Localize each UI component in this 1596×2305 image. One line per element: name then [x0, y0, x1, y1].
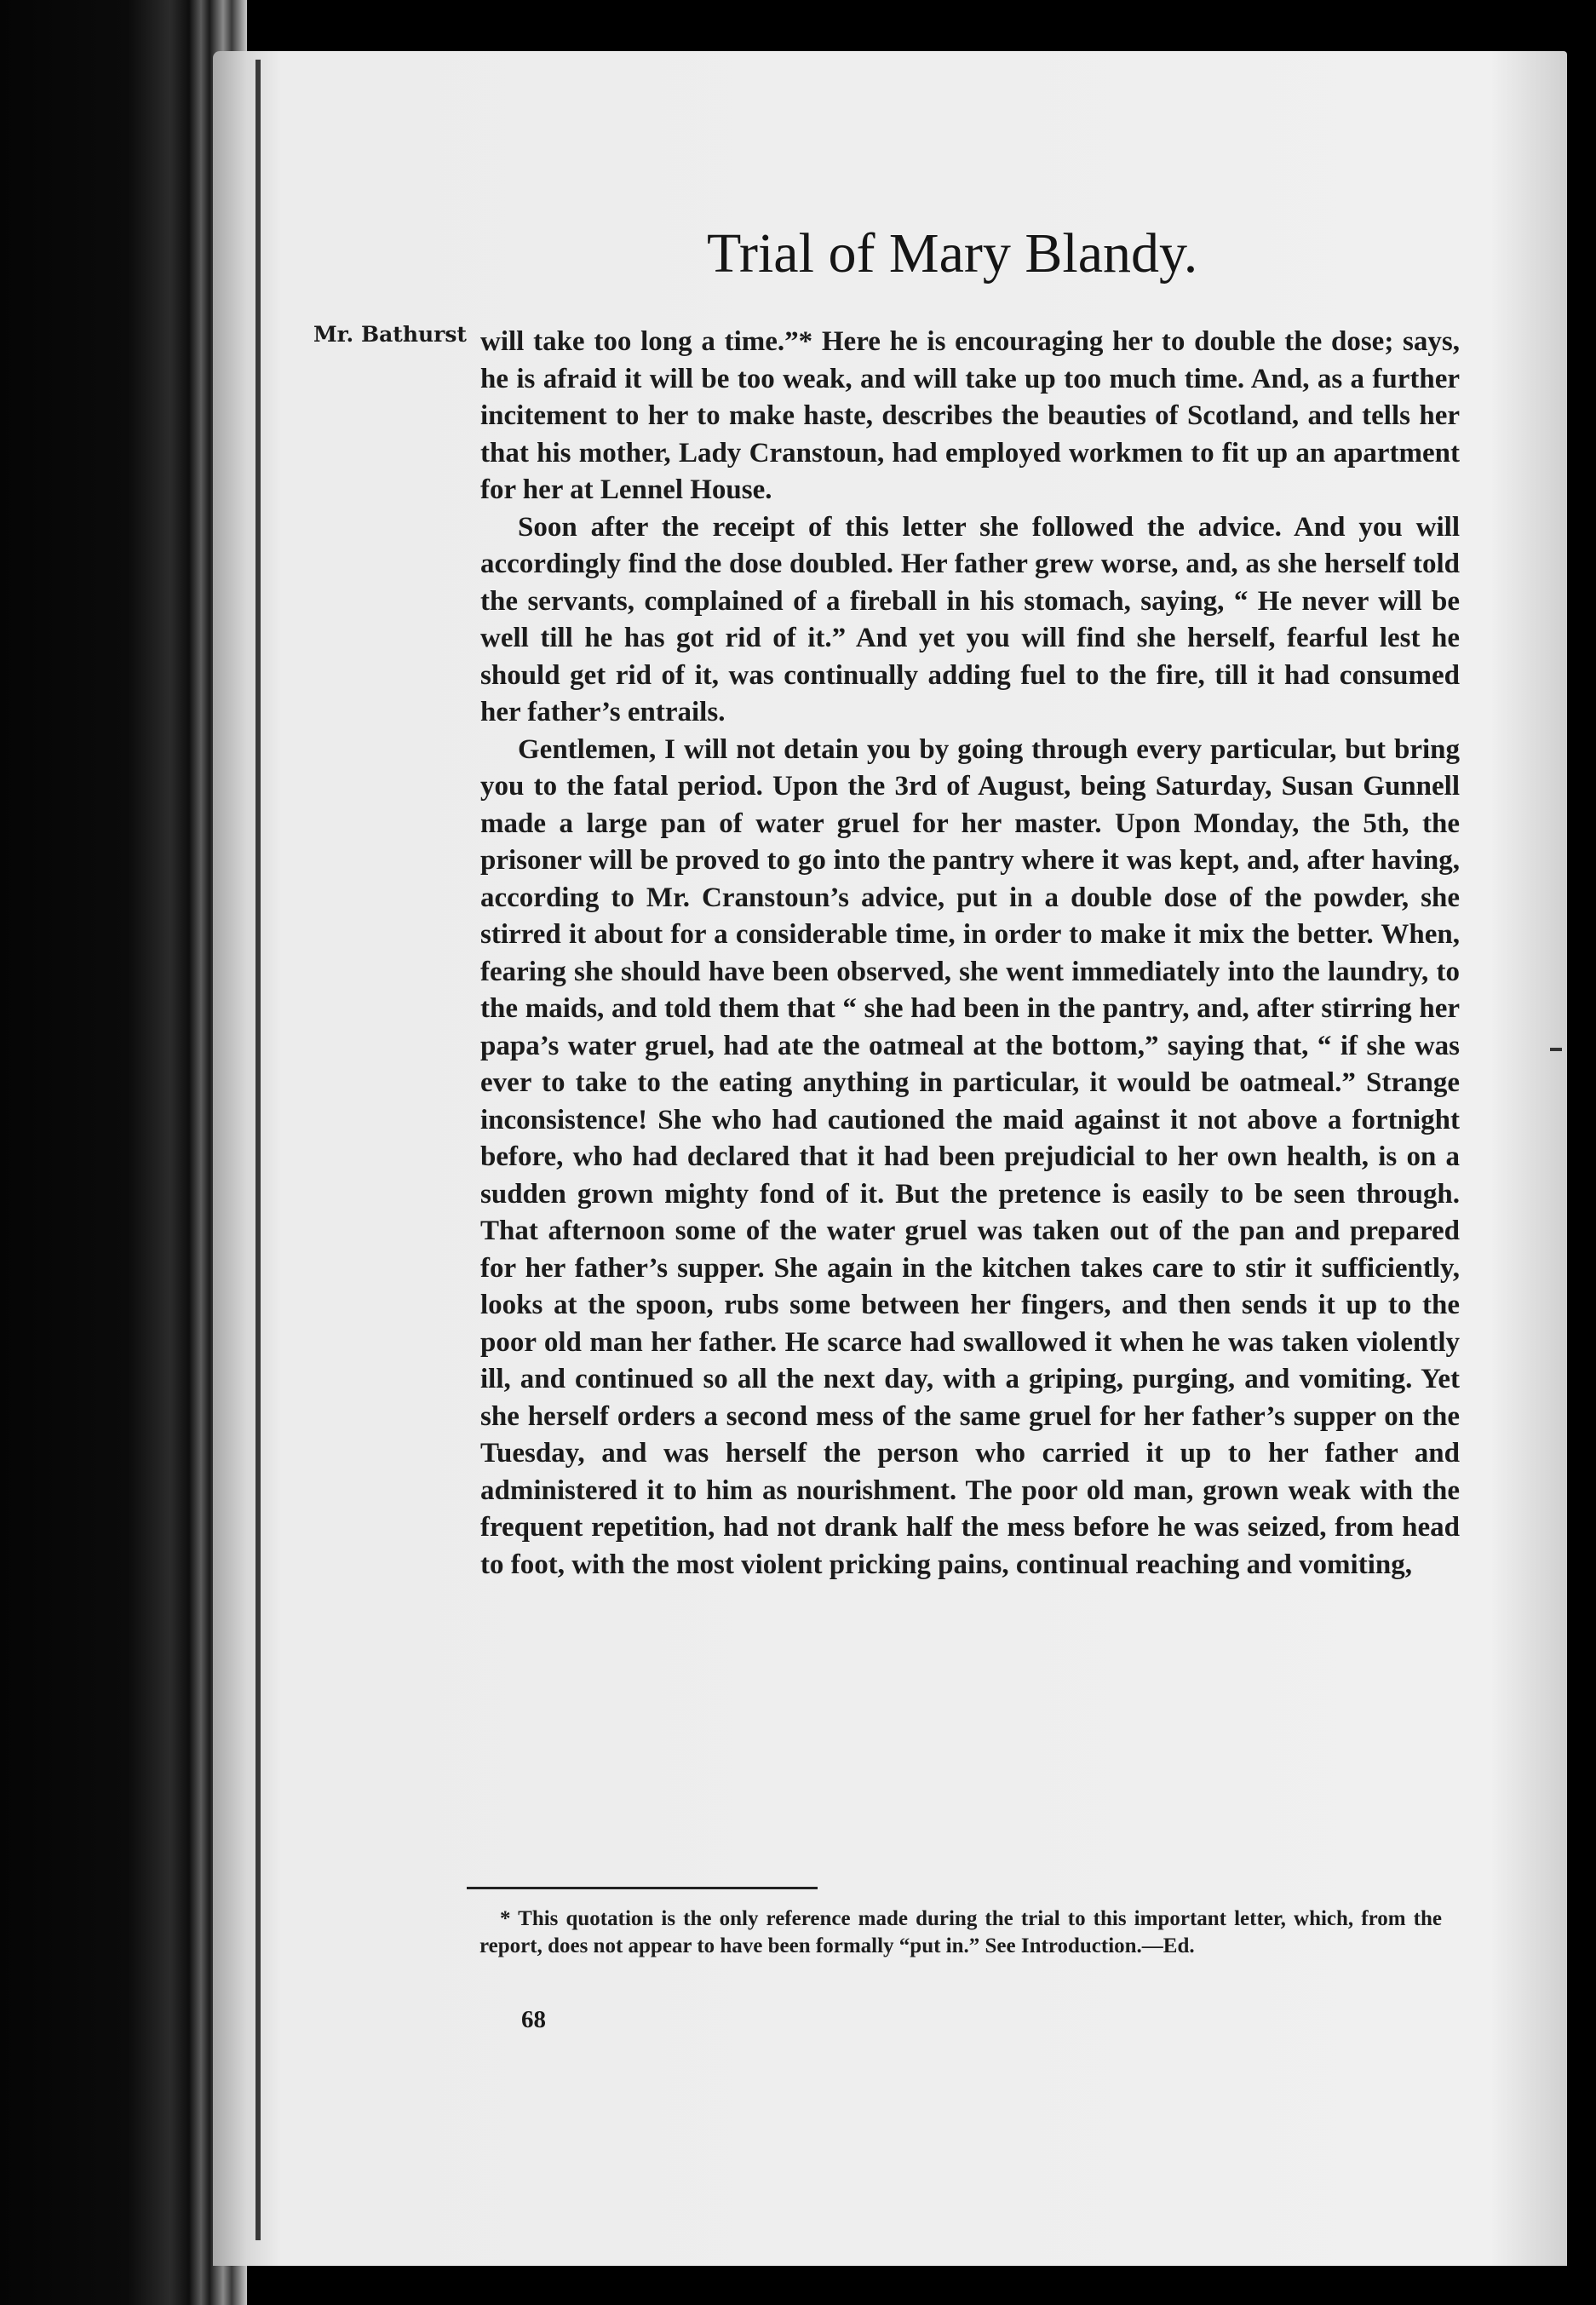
paragraph: Soon after the receipt of this letter she followed the advice. And you will accordingly find the dose doubled. Her father grew worse, and, as she herself told the servants, complained of a fireball in his stomach, saying, “ He never will be well till he has got rid of it.” And yet you will find she herself, fearful lest he should get rid of it, was continually adding fuel to the fire, till it had consumed her father’s entrails. — [480, 511, 1460, 727]
paragraph: will take too long a time.”* Here he is encouraging her to double the dose; says, he is afraid it will be too weak, and will take up too much time. And, as a further incitement to her to make haste, describes the beauties of Scotland, and tells her that his mother, Lady Cranstoun, had employed workmen to fit up an apartment for her at Lennel House. — [480, 326, 1460, 505]
page-gutter-line — [255, 60, 261, 2240]
speaker-side-note: Mr. Bathurst — [313, 322, 467, 347]
footnote — [479, 1906, 1442, 1960]
body-text — [480, 324, 1460, 1584]
page-number: 68 — [521, 2006, 546, 2033]
margin-mark — [1550, 1048, 1562, 1051]
paragraph: Gentlemen, I will not detain you by going through every particular, but bring you to the fatal period. Upon the 3rd of August, being Saturday, Susan Gunnell made a large pan of water gruel for her master. Upon Monday, the 5th, the prisoner will be proved to go into the pantry where it was kept, and, after having, according to Mr. Cranstoun’s advice, put in a double dose of the powder, she stirred it about for a considerable time, in order to make it mix the better. When, fearing she should have been observed, she went immediately into the laundry, to the maids, and told them that “ she had been in the pantry, and, after stirring her papa’s water gruel, had ate the oatmeal at the bottom,” saying that, “ if she was ever to take to the eating anything in particular, it would be oatmeal.” Strange inconsistence! She who had cautioned the maid against it not above a fortnight before, who had declared that it had been prejudicial to her own health, is on a sudden grown mighty fond of it. But the pretence is easily to be seen through. That afternoon some of the water gruel was taken out of the pan and prepared for her father’s supper. She again in the kitchen takes care to stir it sufficiently, looks at the spoon, rubs some between her fingers, and then sends it up to the poor old man her father. He scarce had swallowed it when he was taken violently ill, and continued so all the next day, with a griping, purging, and vomiting. Yet she herself orders a second mess of the same gruel for her father’s supper on the Tuesday, and was herself the person who carried it up to her father and administered it to him as nourishment. The poor old man, grown weak with the frequent repetition, had not drank half the mess before he was seized, from head to foot, with the most violent pricking pains, continual reaching and vomiting, — [480, 733, 1460, 1580]
book-spine-shadow — [0, 0, 247, 2305]
footnote-divider — [467, 1887, 818, 1889]
footnote-text: * This quotation is the only reference made during the trial to this important letter, which, from the report, does not appear to have been formally “put in.” See Introduction.—Ed. — [479, 1907, 1442, 1957]
running-heading: Trial of Mary Blandy. — [707, 222, 1198, 285]
